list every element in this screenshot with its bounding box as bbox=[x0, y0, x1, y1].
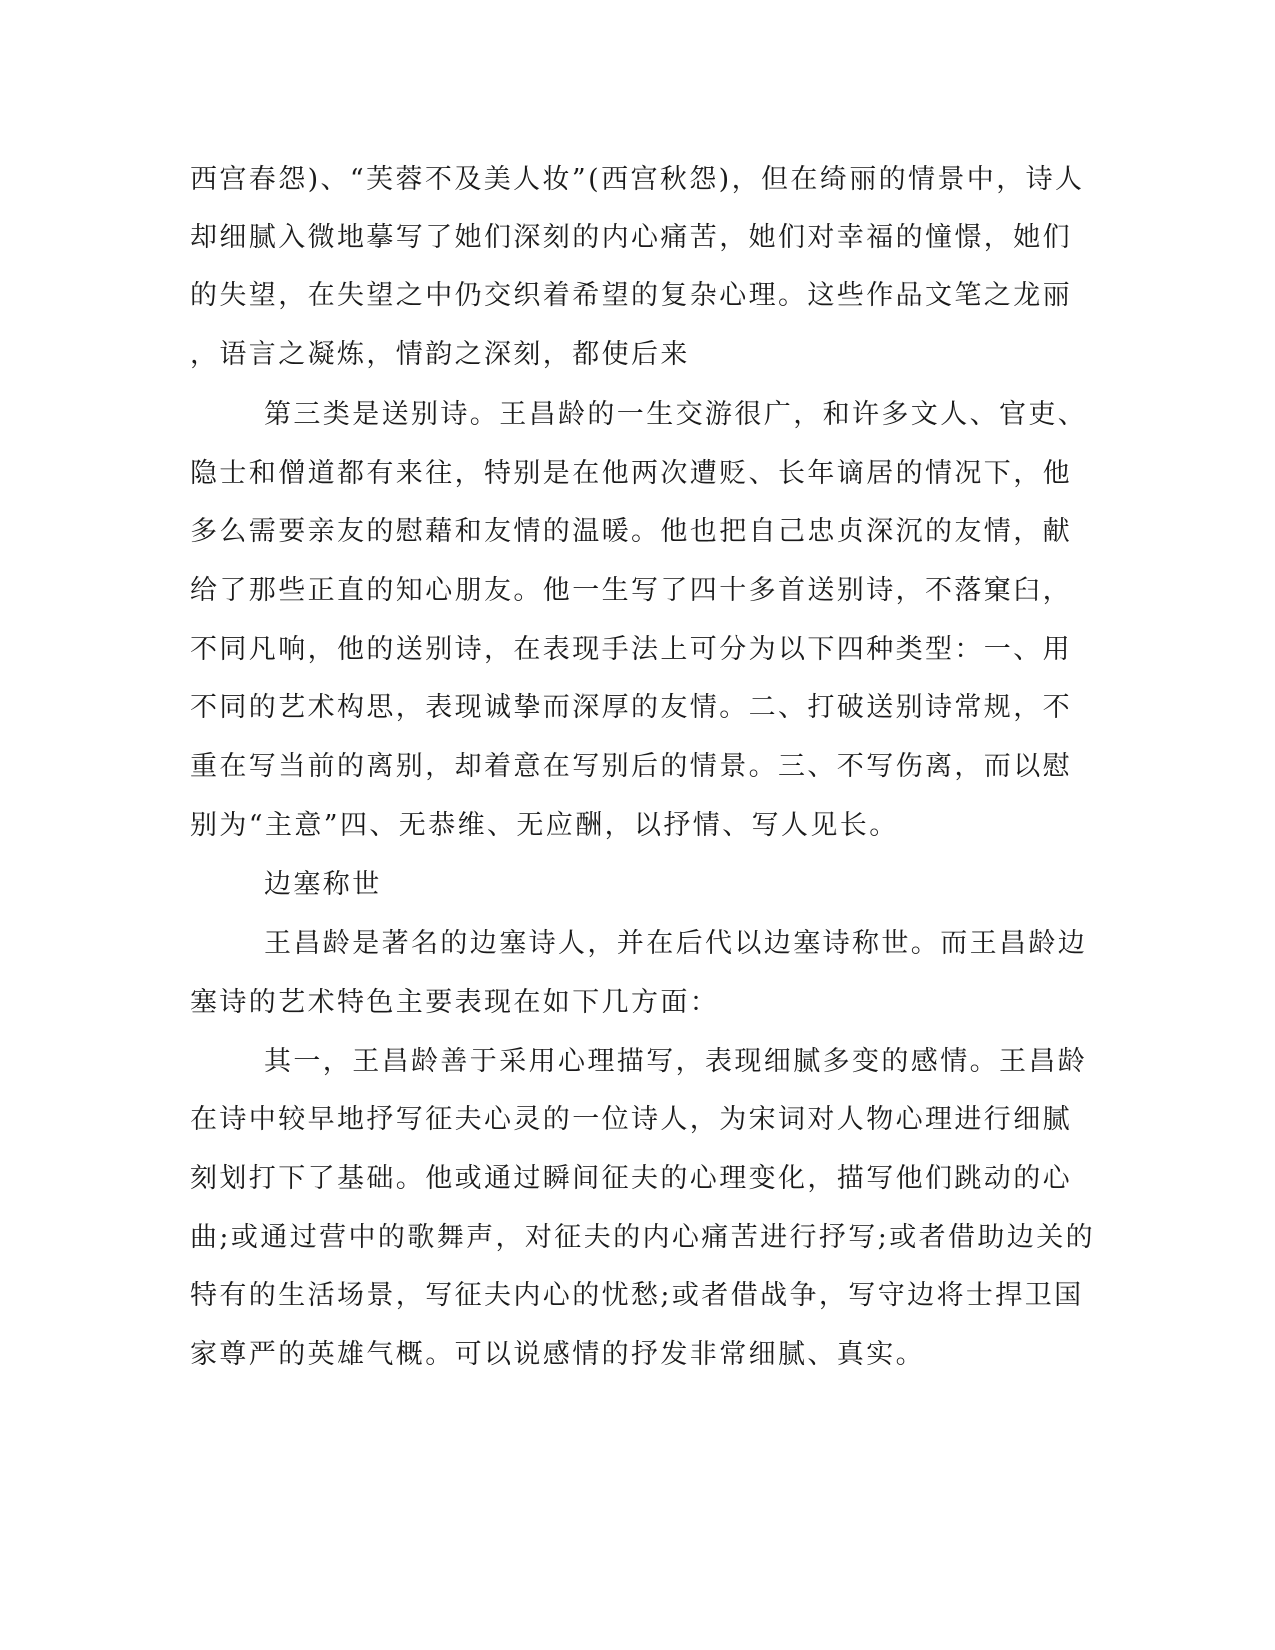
text-line: 刻划打下了基础。他或通过瞬间征夫的心理变化，描写他们跳动的心 bbox=[190, 1163, 1072, 1194]
paragraph-start-line: 王昌龄是著名的边塞诗人，并在后代以边塞诗称世。而王昌龄边 bbox=[264, 928, 1088, 959]
text-line: ，语言之凝炼，情韵之深刻，都使后来 bbox=[190, 339, 690, 370]
text-line: 别为“主意”四、无恭维、无应酬，以抒情、写人见长。 bbox=[190, 810, 899, 841]
text-line: 不同凡响，他的送别诗，在表现手法上可分为以下四种类型：一、用 bbox=[190, 634, 1072, 665]
text-line: 多么需要亲友的慰藉和友情的温暖。他也把自己忠贞深沉的友情，献 bbox=[190, 516, 1072, 547]
paragraph-start-line: 其一，王昌龄善于采用心理描写，表现细腻多变的感情。王昌龄 bbox=[264, 1046, 1088, 1077]
text-line: 不同的艺术构思，表现诚挚而深厚的友情。二、打破送别诗常规，不 bbox=[190, 692, 1072, 723]
text-line: 特有的生活场景，写征夫内心的忧愁;或者借战争，写守边将士捍卫国 bbox=[190, 1280, 1084, 1311]
text-line: 隐士和僧道都有来往，特别是在他两次遭贬、长年谪居的情况下，他 bbox=[190, 458, 1072, 489]
text-line: 塞诗的艺术特色主要表现在如下几方面： bbox=[190, 987, 720, 1018]
text-line: 曲;或通过营中的歌舞声，对征夫的内心痛苦进行抒写;或者借助边关的 bbox=[190, 1222, 1095, 1253]
text-line: 给了那些正直的知心朋友。他一生写了四十多首送别诗，不落窠臼， bbox=[190, 575, 1072, 606]
text-line: 家尊严的英雄气概。可以说感情的抒发非常细腻、真实。 bbox=[190, 1339, 925, 1370]
text-line: 在诗中较早地抒写征夫心灵的一位诗人，为宋词对人物心理进行细腻 bbox=[190, 1104, 1072, 1135]
text-line: 却细腻入微地摹写了她们深刻的内心痛苦，她们对幸福的憧憬，她们 bbox=[190, 222, 1072, 253]
text-line: 的失望，在失望之中仍交织着希望的复杂心理。这些作品文笔之龙丽 bbox=[190, 280, 1072, 311]
section-heading: 边塞称世 bbox=[264, 869, 382, 900]
text-line: 重在写当前的离别，却着意在写别后的情景。三、不写伤离，而以慰 bbox=[190, 751, 1072, 782]
text-line: 西宫春怨)、“芙蓉不及美人妆”(西宫秋怨)，但在绮丽的情景中，诗人 bbox=[190, 164, 1085, 195]
paragraph-start-line: 第三类是送别诗。王昌龄的一生交游很广，和许多文人、官吏、 bbox=[264, 399, 1088, 430]
